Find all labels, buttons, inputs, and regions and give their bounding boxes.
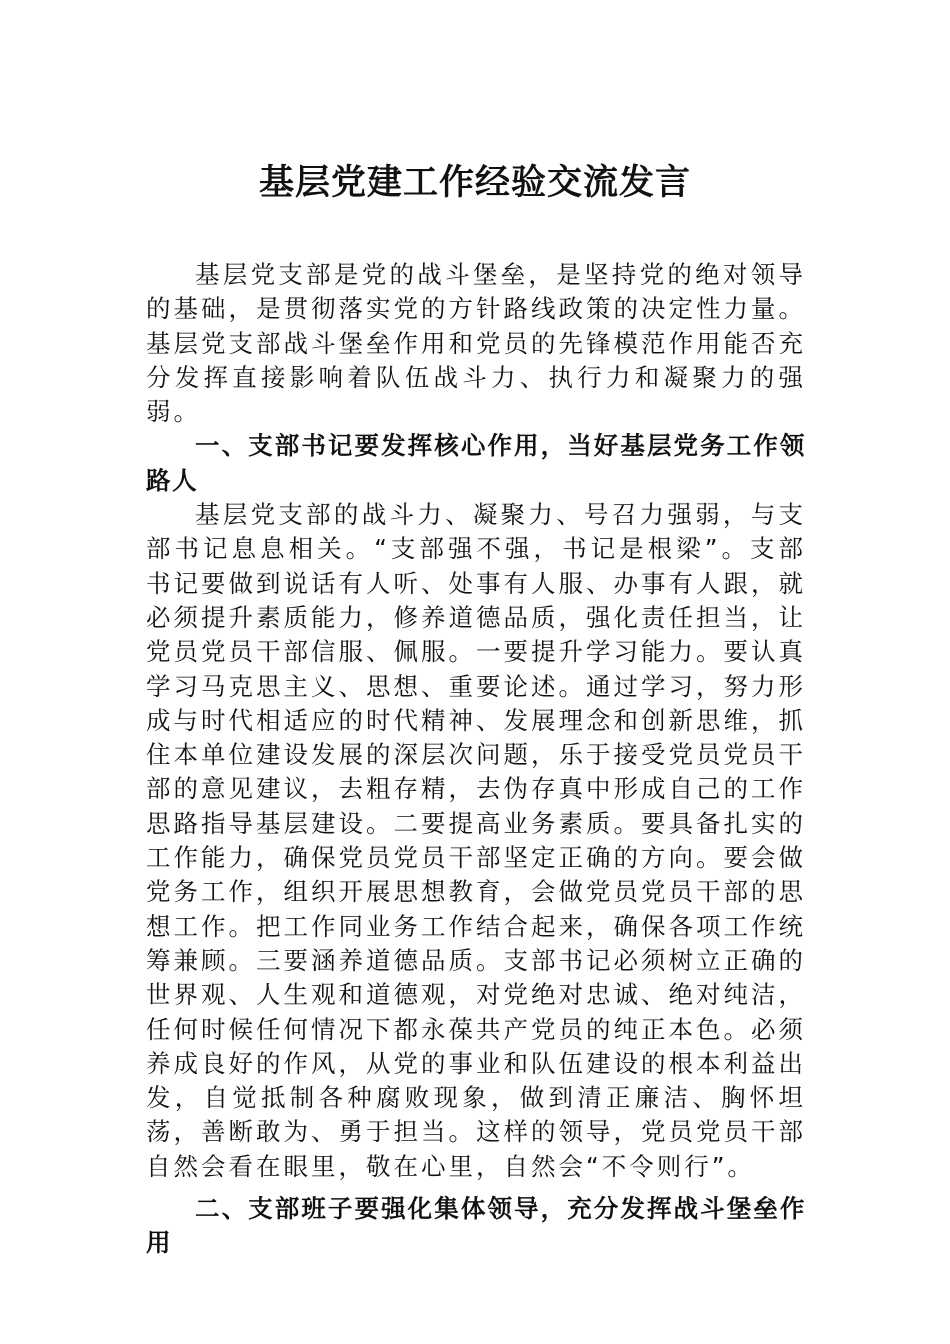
section-2-heading: 二、支部班子要强化集体领导，充分发挥战斗堡垒作用 xyxy=(146,1194,806,1258)
document-body xyxy=(146,258,806,1261)
section-1-heading: 一、支部书记要发挥核心作用，当好基层党务工作领路人 xyxy=(146,431,806,495)
section-1-paragraph: 基层党支部的战斗力、凝聚力、号召力强弱，与支部书记息息相关。“支部强不强，书记是根梁”。支部书记要做到说话有人听、处事有人服、办事有人跟，就必须提升素质能力，修养道德品质，强化责任担当，让党员党员干部信服、佩服。一要提升学习能力。要认真学习马克思主义、思想、重要论述。通过学习，努力形成与时代相适应的时代精神、发展理念和创新思维，抓住本单位建设发展的深层次问题，乐于接受党员党员干部的意见建议，去粗存精，去伪存真中形成自己的工作思路指导基层建设。二要提高业务素质。要具备扎实的工作能力，确保党员党员干部坚定正确的方向。要会做党务工作，组织开展思想教育，会做党员党员干部的思想工作。把工作同业务工作结合起来，确保各项工作统筹兼顾。三要涵养道德品质。支部书记必须树立正确的世界观、人生观和道德观，对党绝对忠诚、绝对纯洁，任何时候任何情况下都永葆共产党员的纯正本色。必须养成良好的作风，从党的事业和队伍建设的根本利益出发，自觉抵制各种腐败现象，做到清正廉洁、胸怀坦荡，善断敢为、勇于担当。这样的领导，党员党员干部自然会看在眼里，敬在心里，自然会“不令则行”。 xyxy=(146,500,806,1181)
document-title: 基层党建工作经验交流发言 xyxy=(258,162,691,203)
intro-paragraph: 基层党支部是党的战斗堡垒，是坚持党的绝对领导的基础，是贯彻落实党的方针路线政策的决定性力量。基层党支部战斗堡垒作用和党员的先锋模范作用能否充分发挥直接影响着队伍战斗力、执行力和凝聚力的强弱。 xyxy=(146,260,806,427)
